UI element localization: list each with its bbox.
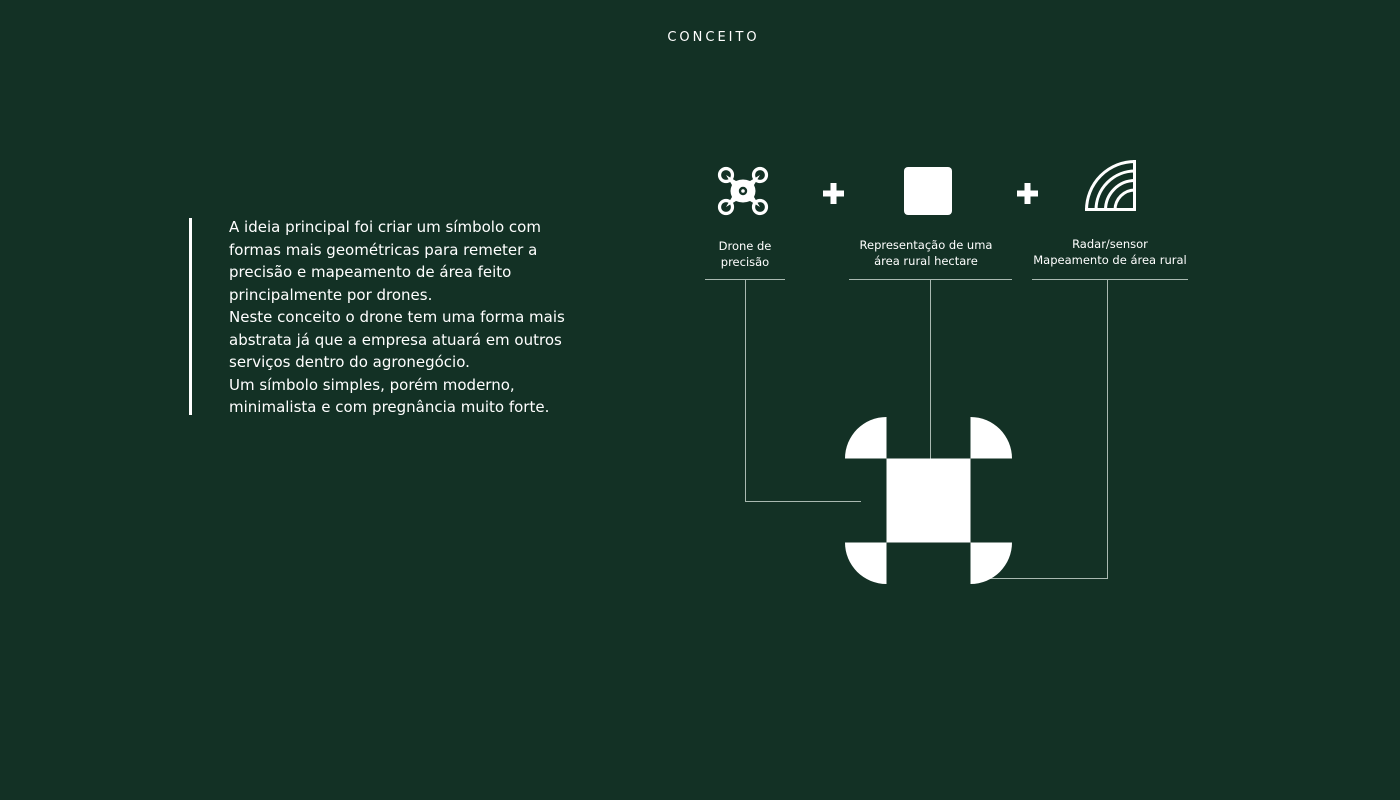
description-line: minimalista e com pregnância muito forte. bbox=[229, 398, 550, 416]
description-line: A ideia principal foi criar um símbolo com bbox=[229, 218, 541, 236]
description-line: serviços dentro do agronegócio. bbox=[229, 353, 470, 371]
description-line: principalmente por drones. bbox=[229, 285, 433, 304]
logo-symbol bbox=[845, 417, 1012, 584]
drone-connector bbox=[746, 280, 862, 502]
label-line: Radar/sensor bbox=[1072, 237, 1148, 251]
section-title: CONCEITO bbox=[667, 30, 760, 45]
label-line: Drone de bbox=[718, 239, 772, 253]
description-line: formas mais geométricas para remeter a bbox=[229, 240, 538, 259]
label-line: precisão bbox=[720, 254, 770, 269]
description-line: Neste conceito o drone tem uma forma mais bbox=[229, 308, 565, 326]
description-line: precisão e mapeamento de área feito bbox=[229, 263, 512, 281]
description-line: Um símbolo simples, porém moderno, bbox=[229, 375, 515, 394]
label-line: Representação de uma bbox=[859, 238, 993, 252]
description-line: abstrata já que a empresa atuará em outros bbox=[229, 330, 562, 349]
label-line: Mapeamento de área rural bbox=[1033, 252, 1187, 267]
label-line: área rural hectare bbox=[874, 253, 978, 268]
